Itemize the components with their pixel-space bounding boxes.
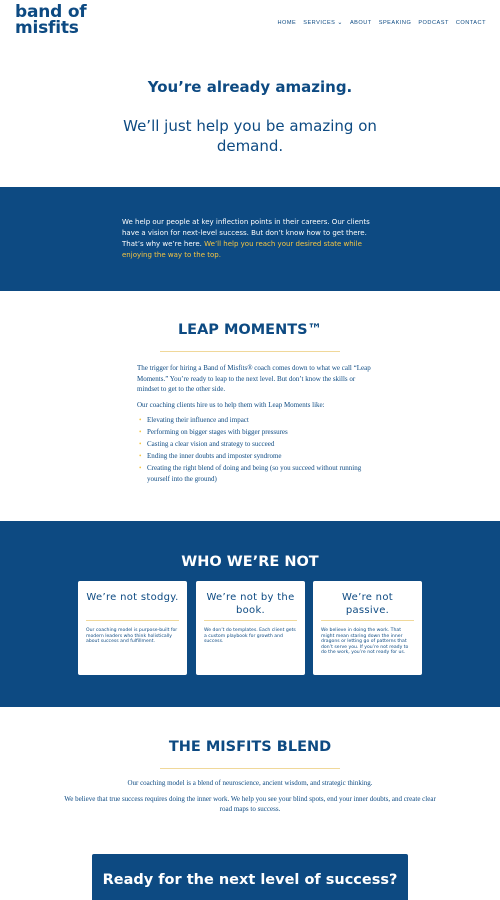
blend-para-1: Our coaching model is a blend of neuroscience, ancient wisdom, and strategic thinking. [127, 779, 373, 787]
card-not-stodgy [78, 581, 187, 675]
nav-speaking[interactable]: SPEAKING [378, 19, 412, 26]
card-body: Our coaching model is purpose-built for modern leaders who think holistically about success and fulfillment. [86, 628, 178, 645]
card-divider [204, 620, 297, 621]
logo-line-1: band of [15, 2, 87, 22]
card-body: We don’t do templates. Each client gets a custom playbook for growth and success. [204, 628, 296, 645]
list-item: • Performing on bigger stages with bigger pressures [137, 427, 377, 438]
leap-para-2: Our coaching clients hire us to help them with Leap Moments like: [137, 400, 325, 409]
card-divider [321, 620, 414, 621]
blend-para-2: We believe that true success requires doing the inner work. We help you see your blind spots, end your inner doubts, and create clear road maps to success. [64, 794, 436, 813]
nav-about[interactable]: ABOUT [349, 19, 372, 26]
intro-main-text: We help our people at key inflection points in their careers. Our clients have a vision for next-level success. But don’t know how to get there. That’s why we’re here. [122, 218, 370, 248]
who-we-are-not-band [0, 521, 500, 707]
card-divider [86, 620, 179, 621]
nav-contact[interactable]: CONTACT [455, 19, 486, 26]
main-nav [277, 19, 486, 26]
chevron-down-icon: ⌄ [337, 20, 343, 26]
intro-band [0, 187, 500, 291]
blend-body [60, 778, 440, 820]
hero-subtitle: We’ll just help you be amazing on demand. [123, 117, 377, 155]
cta-text: Ready for the next level of success? [102, 872, 398, 888]
logo-line-2: misfits [15, 18, 79, 38]
list-item: • Ending the inner doubts and imposter syndrome [137, 451, 377, 462]
nav-home[interactable]: HOME [277, 19, 297, 26]
list-item: • Creating the right blend of doing and being (so you succeed without running yourself into the ground) [137, 463, 377, 484]
leap-divider [160, 351, 340, 352]
site-header [0, 0, 500, 48]
who-not-title: WHO WE’RE NOT [181, 554, 319, 570]
logo[interactable] [15, 4, 87, 36]
leap-para-1: The trigger for hiring a Band of Misfits® coach comes down to what we call “Leap Moments.” You’re ready to leap to the next level. But don’t know the skills or mindset to get to the other side. [137, 364, 371, 393]
card-heading: We’re not passive. [342, 592, 393, 616]
card-body: We believe in doing the work. That might mean staring down the inner dragons or letting go of patterns that don’t serve you. If you’re not ready to do the work, you’re not ready for us. [321, 628, 409, 656]
card-not-by-the-book [196, 581, 305, 675]
cta-banner[interactable] [92, 854, 408, 900]
list-item: • Casting a clear vision and strategy to succeed [137, 439, 377, 450]
card-not-passive [313, 581, 422, 675]
intro-highlight: We’ll help you reach your desired state while enjoying the way to the top. [122, 240, 362, 259]
nav-services-label: SERVICES [303, 19, 336, 26]
list-item: • Elevating their influence and impact [137, 415, 377, 426]
blend-title: THE MISFITS BLEND [168, 739, 332, 755]
card-heading: We’re not by the book. [206, 592, 295, 616]
nav-services[interactable] [303, 19, 343, 26]
card-heading: We’re not stodgy. [86, 592, 179, 603]
leap-body [137, 363, 377, 486]
nav-podcast[interactable]: PODCAST [418, 19, 449, 26]
leap-title: LEAP MOMENTS™ [177, 322, 323, 338]
leap-list [137, 415, 377, 484]
hero-title: You’re already amazing. [147, 78, 353, 96]
blend-divider [160, 768, 340, 769]
intro-text [122, 217, 378, 261]
